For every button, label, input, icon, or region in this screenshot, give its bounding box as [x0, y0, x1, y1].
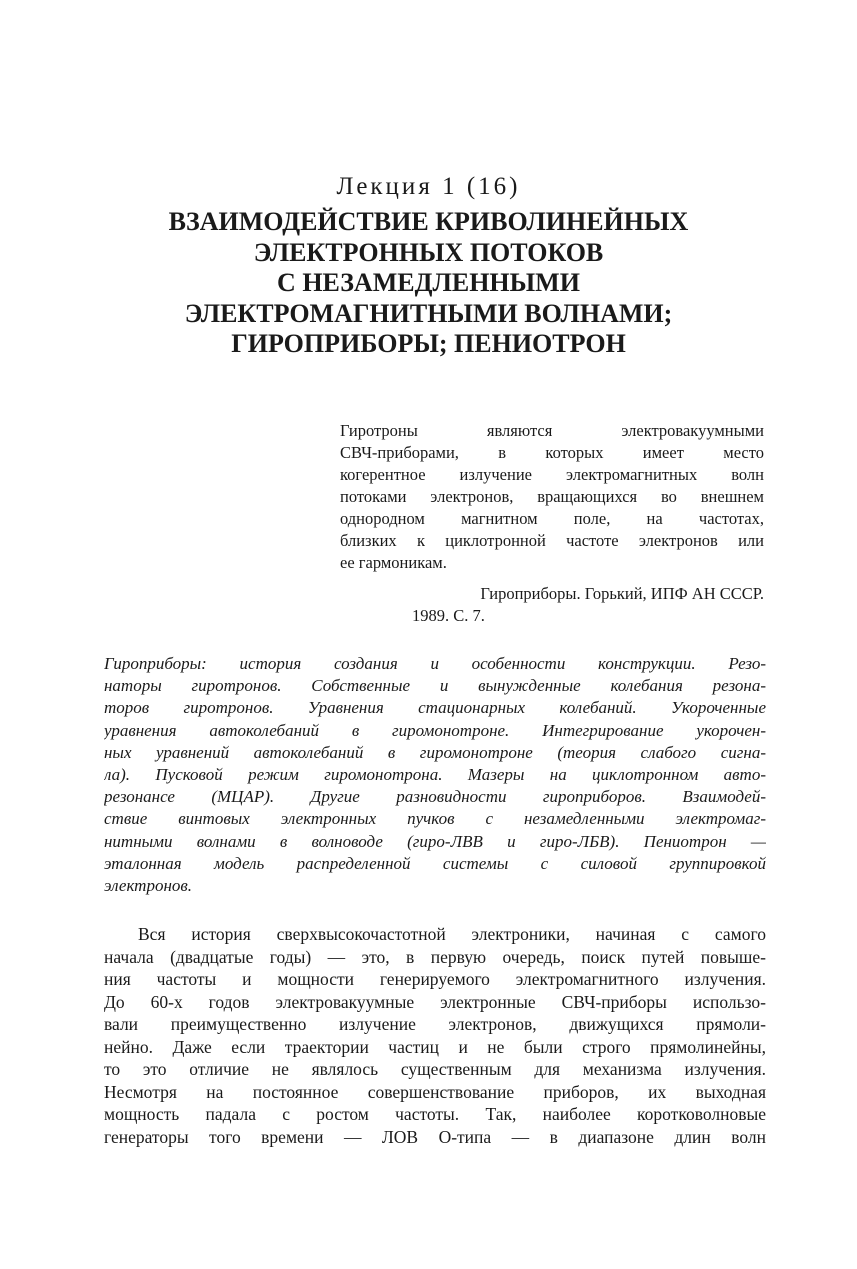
abstract-line: ствие винтовых электронных пучков с незамедленными электромаг- — [104, 809, 766, 829]
epigraph — [340, 420, 764, 574]
body-line: вали преимущественно излучение электронов, движущихся прямоли- — [104, 1014, 766, 1034]
epigraph-line: СВЧ-приборами, в которых имеет место — [340, 443, 764, 462]
lecture-number: Лекция 1 (16) — [336, 173, 521, 200]
epigraph-line: однородном магнитном поле, на частотах, — [340, 509, 764, 528]
chapter-title — [0, 207, 857, 360]
chapter-title-line: ГИРОПРИБОРЫ; ПЕНИОТРОН — [231, 329, 626, 358]
chapter-title-line: ЭЛЕКТРОННЫХ ПОТОКОВ — [253, 237, 604, 267]
body-paragraph — [104, 923, 766, 1148]
abstract-line: Гироприборы: история создания и особенности конструкции. Резо- — [104, 654, 766, 673]
lecture-abstract — [104, 653, 766, 897]
body-line: Несмотря на постоянное совершенствование приборов, их выходная — [104, 1081, 766, 1102]
epigraph-source-line: Гироприборы. Горький, ИПФ АН СССР. — [480, 584, 764, 603]
body-line: генераторы того времени — ЛОВ О-типа — в диапазоне длин волн — [104, 1126, 766, 1147]
epigraph-line: близких к циклотронной частоте электронов или — [340, 531, 764, 550]
abstract-line: наторы гиротронов. Собственные и вынужденные колебания резона- — [104, 676, 766, 696]
body-line: мощность падала с ростом частоты. Так, наиболее коротковолновые — [104, 1104, 766, 1124]
abstract-line: эталонная модель распределенной системы с силовой группировкой — [104, 853, 766, 873]
chapter-title-line: С НЕЗАМЕДЛЕННЫМИ — [277, 268, 580, 297]
body-line: то это отличие не являлось существенным для механизма излучения. — [104, 1059, 766, 1079]
epigraph-source-line: 1989. С. 7. — [412, 606, 485, 625]
body-line: начала (двадцатые годы) — это, в первую очередь, поиск путей повыше- — [104, 946, 766, 967]
abstract-line: ных уравнений автоколебаний в гиромонотроне (теория слабого сигна- — [104, 742, 766, 762]
body-line: ния частоты и мощности генерируемого электромагнитного излучения. — [104, 969, 766, 989]
abstract-line: торов гиротронов. Уравнения стационарных колебаний. Укороченные — [104, 698, 766, 718]
epigraph-source — [340, 583, 764, 627]
epigraph-line: когерентное излучение электромагнитных волн — [340, 465, 764, 484]
abstract-line: ла). Пусковой режим гиромонотрона. Мазеры на циклотронном авто- — [104, 765, 766, 785]
epigraph-line: потоками электронов, вращающихся во внешнем — [340, 487, 764, 506]
body-line: До 60-х годов электровакуумные электронные СВЧ-приборы использо- — [104, 991, 766, 1012]
abstract-line: нитными волнами в волноводе (гиро-ЛВВ и гиро-ЛБВ). Пениотрон — — [104, 831, 766, 851]
epigraph-line: ее гармоникам. — [340, 553, 447, 572]
body-line: Вся история сверхвысокочастотной электроники, начиная с самого — [138, 924, 766, 944]
chapter-title-line: ВЗАИМОДЕЙСТВИЕ КРИВОЛИНЕЙНЫХ — [168, 207, 689, 236]
abstract-line: электронов. — [104, 876, 193, 896]
epigraph-line: Гиротроны являются электровакуумными — [340, 421, 764, 440]
abstract-line: уравнения автоколебаний в гиромонотроне. Интегрирование укорочен- — [104, 720, 766, 740]
body-line: нейно. Даже если траектории частиц и не были строго прямолинейны, — [104, 1036, 766, 1057]
chapter-title-line: ЭЛЕКТРОМАГНИТНЫМИ ВОЛНАМИ; — [184, 298, 673, 328]
abstract-line: резонансе (МЦАР). Другие разновидности гироприборов. Взаимодей- — [104, 787, 766, 807]
